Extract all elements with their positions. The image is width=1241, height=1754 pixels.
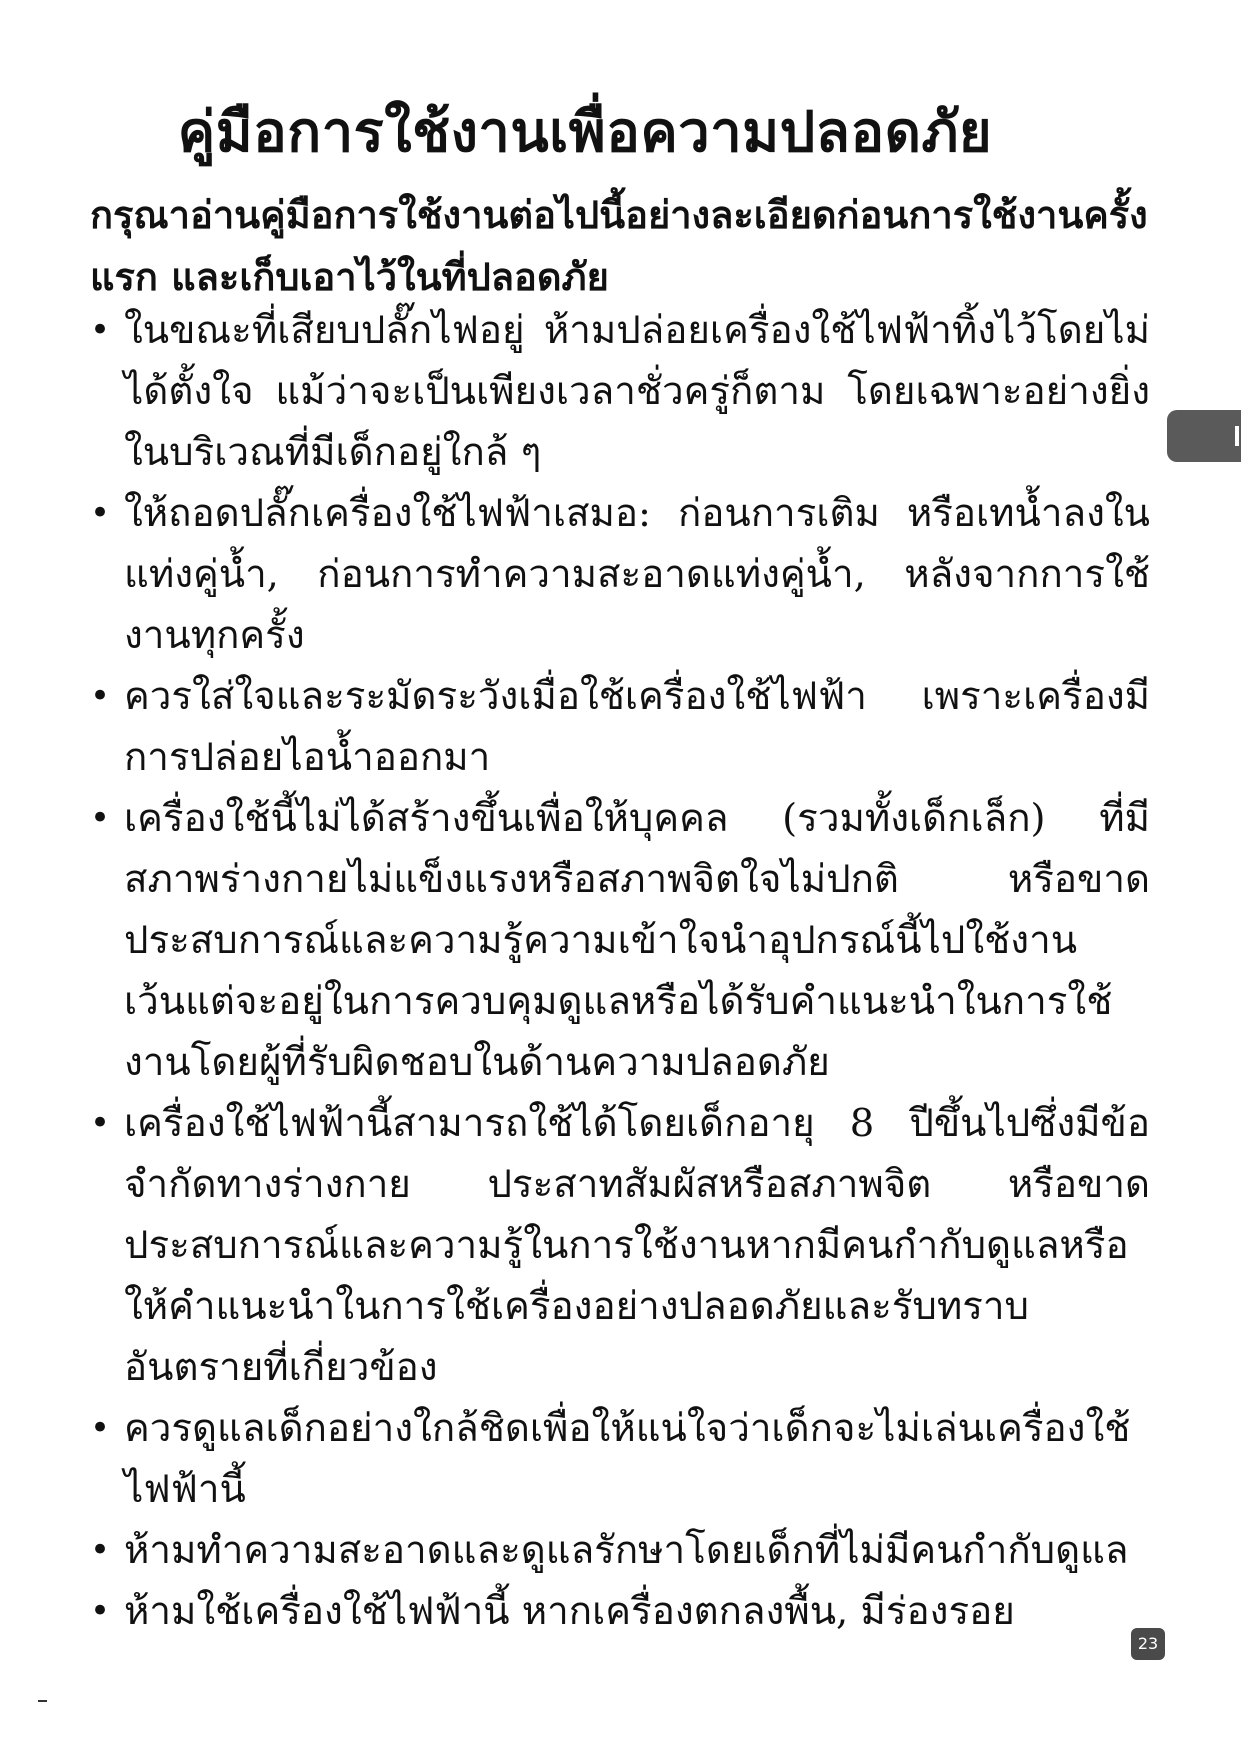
footer-mark (38, 1700, 47, 1702)
section-tab-marker (1167, 410, 1241, 462)
safety-item-cleaning (90, 1520, 1150, 1581)
safety-item-text: ให้ถอดปลั๊กเครื่องใช้ไฟฟ้าเสมอ: ก่อนการเติม หรือเทน้ำลงในแท่งคู่น้ำ, ก่อนการทำความสะอาดแท่งคู่น้ำ, หลังจากการใช้งานทุกครั้ง (124, 491, 1150, 658)
safety-item-text: ในขณะที่เสียบปลั๊กไฟอยู่ ห้ามปล่อยเครื่องใช้ไฟฟ้าทิ้งไว้โดยไม่ได้ตั้งใจ แม้ว่าจะเป็นเพียงเวลาชั่วครู่ก็ตาม โดยเฉพาะอย่างยิ่งในบริเวณที่มีเด็กอยู่ใกล้ ๆ (124, 308, 1150, 475)
safety-item-children-age (90, 1093, 1150, 1398)
safety-item-dropped (90, 1581, 1150, 1642)
page-number-badge: 23 (1131, 1628, 1165, 1660)
safety-item-text: ควรใส่ใจและระมัดระวังเมื่อใช้เครื่องใช้ไฟฟ้า เพราะเครื่องมีการปล่อยไอน้ำออกมา (124, 674, 1150, 780)
safety-item-unattended (90, 300, 1150, 483)
bullet-icon: • (90, 310, 111, 350)
safety-item-unplug (90, 483, 1150, 666)
intro-instruction: กรุณาอ่านคู่มือการใช้งานต่อไปนี้อย่างละเอียดก่อนการใช้งานครั้งแรก และเก็บเอาไว้ในที่ปลอดภัย (90, 193, 1148, 299)
safety-instructions-list (90, 300, 1150, 1642)
safety-item-text: ห้ามใช้เครื่องใช้ไฟฟ้านี้ หากเครื่องตกลงพื้น, มีร่องรอย (124, 1589, 1015, 1634)
safety-item-text: เครื่องใช้ไฟฟ้านี้สามารถใช้ได้โดยเด็กอายุ 8 ปีขึ้นไปซึ่งมีข้อจำกัดทางร่างกาย ประสาทสัมผัสหรือสภาพจิต หรือขาดประสบการณ์และความรู้ในการใช้งานหากมีคนกำกับดูแลหรือให้คำแนะนำในการใช้เครื่องอย่างปลอดภัยและรับทราบอันตรายที่เกี่ยวข้อง (124, 1101, 1150, 1390)
safety-item-text: เครื่องใช้นี้ไม่ได้สร้างขึ้นเพื่อให้บุคคล (รวมทั้งเด็กเล็ก) ที่มีสภาพร่างกายไม่แข็งแรงหรือสภาพจิตใจไม่ปกติ หรือขาดประสบการณ์และความรู้ความเข้าใจนำอุปกรณ์นี้ไปใช้งาน เว้นแต่จะอยู่ในการควบคุมดูแลหรือได้รับคำแนะนำในการใช้งานโดยผู้ที่รับผิดชอบในด้านความปลอดภัย (124, 796, 1150, 1085)
bullet-icon: • (90, 1103, 111, 1143)
bullet-icon: • (90, 493, 111, 533)
bullet-icon: • (90, 1530, 111, 1570)
safety-item-capabilities (90, 788, 1150, 1093)
bullet-icon: • (90, 1591, 111, 1631)
section-tab-glyph (1235, 426, 1239, 446)
safety-item-supervise-children (90, 1398, 1150, 1520)
safety-item-steam (90, 666, 1150, 788)
bullet-icon: • (90, 676, 111, 716)
bullet-icon: • (90, 798, 111, 838)
bullet-icon: • (90, 1408, 111, 1448)
page-title: คู่มือการใช้งานเพื่อความปลอดภัย (177, 99, 993, 165)
safety-item-text: ควรดูแลเด็กอย่างใกล้ชิดเพื่อให้แน่ใจว่าเด็กจะไม่เล่นเครื่องใช้ไฟฟ้านี้ (124, 1406, 1131, 1512)
safety-item-text: ห้ามทำความสะอาดและดูแลรักษาโดยเด็กที่ไม่มีคนกำกับดูแล (124, 1528, 1129, 1573)
